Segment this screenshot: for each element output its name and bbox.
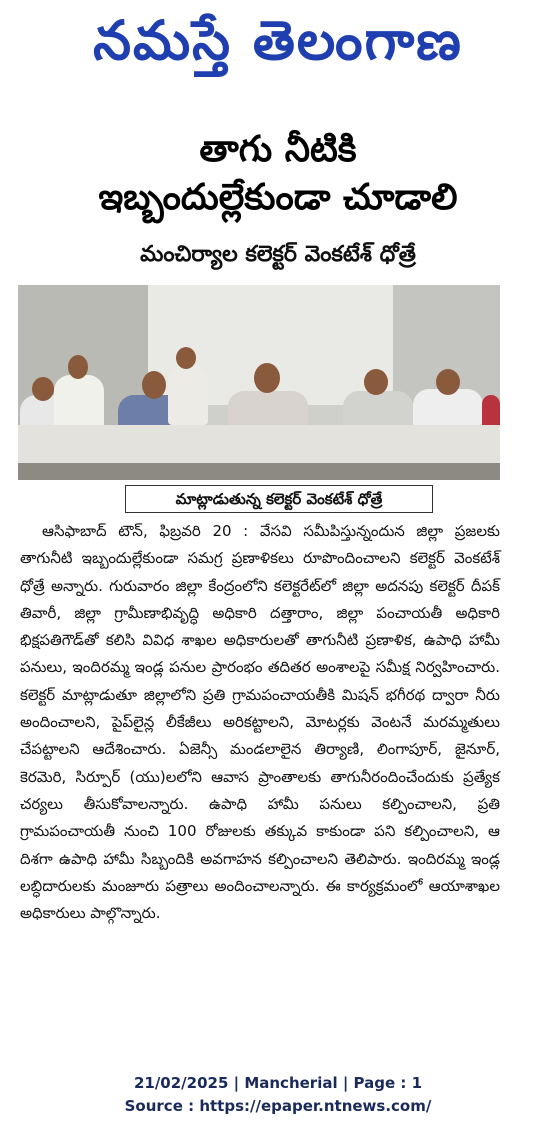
headline-line-1: తాగు నీటికి (199, 129, 357, 170)
masthead-title: నమస్తే తెలంగాణ (93, 9, 463, 72)
footer-source-link[interactable]: Source : https://epaper.ntnews.com/ (124, 1097, 432, 1115)
photo-caption: మాట్లాడుతున్న కలెక్టర్‌ వెంకటేశ్‌ ధోత్రే (125, 485, 433, 513)
headline-line-2: ఇబ్బందుల్లేకుండా చూడాలి (98, 177, 458, 218)
article-photo (18, 285, 500, 480)
newspaper-masthead (0, 0, 556, 92)
article-body (20, 518, 500, 927)
article-paragraph: ఆసిఫాబాద్‌ టౌన్‌, ఫిబ్రవరి 20 : వేసవి సమీపిస్తున్నందున జిల్లా ప్రజలకు తాగునీటి ఇబ్బందుల్లేకుండా సమగ్ర ప్రణాళికలు రూపొందించాలని కలెక్టర్‌ వెంకటేశ్‌ ధోత్రే అన్నారు. గురువారం జిల్లా కేంద్రంలోని కలెక్టరేట్‌లో జిల్లా అదనపు కలెక్టర్‌ దీపక్‌ తివారీ, జిల్లా గ్రామీణాభివృద్ధి అధికారి దత్తారాం, జిల్లా పంచాయతీ అధికారి భిక్షపతిగౌడ్‌తో కలిసి వివిధ శాఖల అధికారులతో తాగునీటి ప్రణాళిక, ఉపాధి హామీ పనులు, ఇందిరమ్మ ఇండ్ల పనుల ప్రారంభం తదితర అంశాలపై సమీక్ష నిర్వహించారు. కలెక్టర్‌ మాట్లాడుతూ జిల్లాలోని ప్రతి గ్రామపంచాయతీకి మిషన్‌ భగీరథ ద్వారా నీరు అందించాలని, పైప్‌లైన్ల లీకేజీలు అరికట్టాలని, మోటర్లకు వెంటనే మరమ్మతులు చేపట్టాలని ఆదేశించారు. ఏజెన్సీ మండలాలైన తిర్యాణి, లింగాపూర్‌, జైనూర్‌, కెరమెరి, సిర్పూర్‌ (యు)లలోని ఆవాస ప్రాంతాలకు తాగునీరందించేందుకు ప్రత్యేక చర్యలు తీసుకోవాలన్నారు. ఉపాధి హామీ పనులు కల్పించాలని, ప్రతి గ్రామపంచాయతీ నుంచి 100 రోజులకు తక్కువ కాకుండా పని కల్పించాలని, ఆ దిశగా ఉపాధి హామీ సిబ్బందికి అవగాహన కల్పించాలని తెలిపారు. ఇందిరమ్మ ఇండ్ల లబ్ధిదారులకు మంజూరు పత్రాలు అందించాలన్నారు. ఈ కార్యక్రమంలో ఆయాశాఖల అధికారులు పాల్గొన్నారు. (20, 522, 500, 923)
article-subheading: మంచిర్యాల కలెక్టర్‌ వెంకటేశ్‌ ధోత్రే (140, 242, 416, 267)
footer-edition-info: 21/02/2025 | Mancherial | Page : 1 (133, 1074, 423, 1092)
